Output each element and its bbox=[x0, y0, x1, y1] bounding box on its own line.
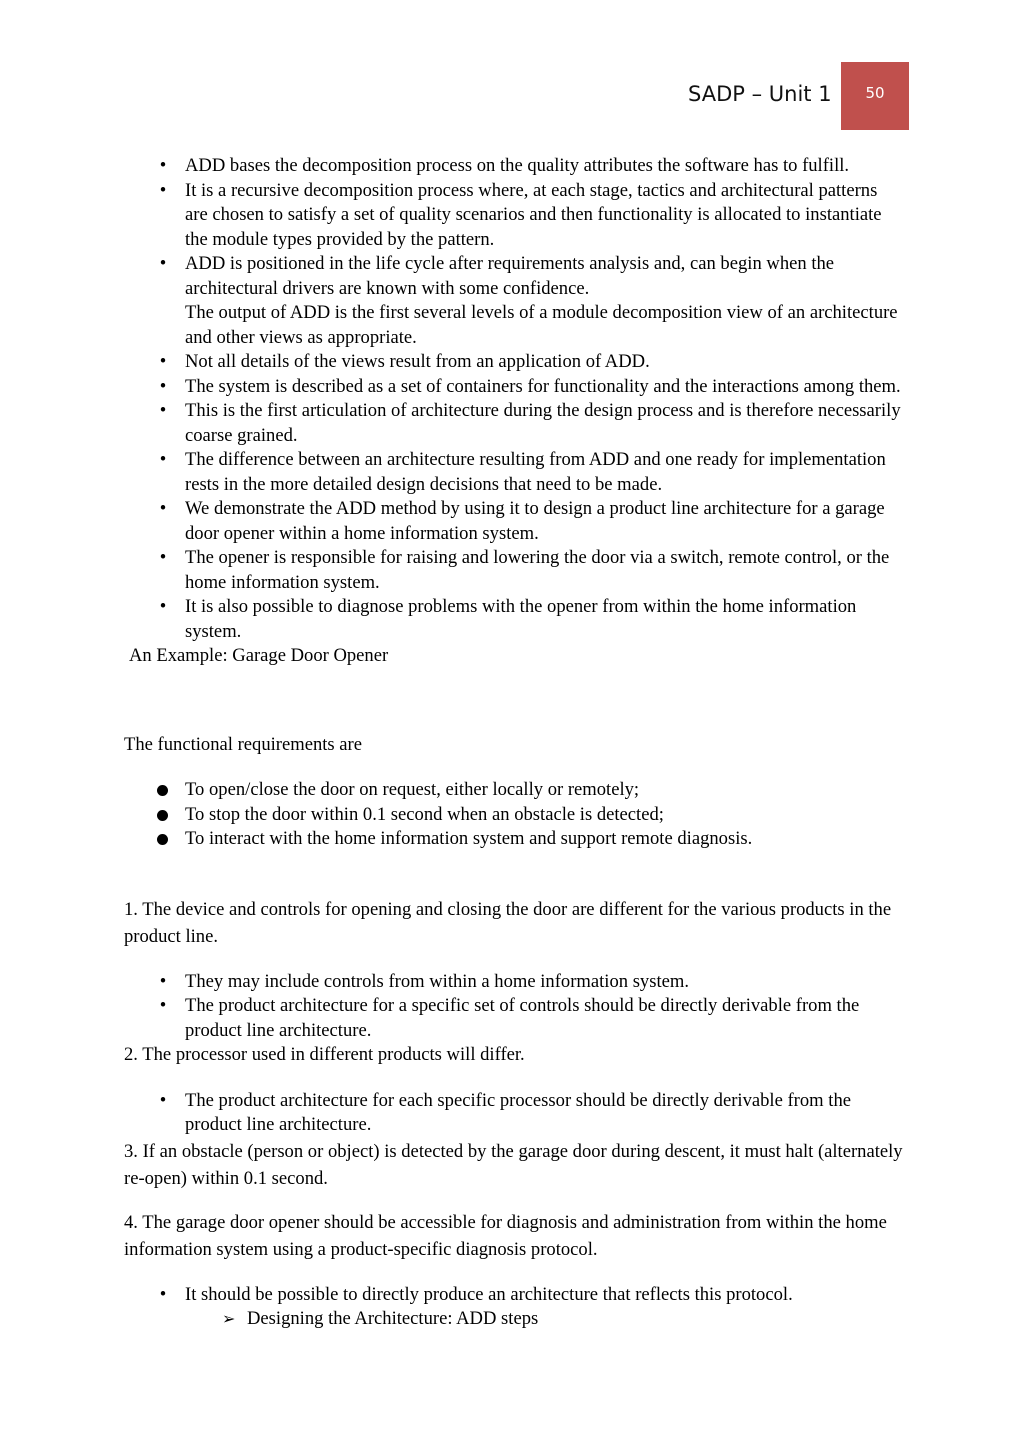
requirement-2: 2. The processor used in different products will differ. bbox=[124, 1044, 525, 1065]
list-item: To open/close the door on request, either locally or remotely; bbox=[185, 779, 640, 800]
list-item: • The product architecture for each specific processor should be directly derivable from the product line architecture. bbox=[124, 1089, 904, 1138]
requirement-4-list bbox=[124, 1283, 904, 1308]
add-output-paragraph: The output of ADD is the first several levels of a module decomposition view of an architecture and other views as appropriate. bbox=[185, 302, 898, 348]
functional-intro: The functional requirements are bbox=[124, 733, 362, 755]
bullet-icon bbox=[156, 1283, 170, 1308]
list-item: • ADD bases the decomposition process on the quality attributes the software has to fulfill. bbox=[124, 154, 904, 179]
bullet-icon bbox=[156, 1089, 170, 1114]
functional-requirements-list bbox=[124, 778, 904, 852]
requirement-1: 1. The device and controls for opening and closing the door are different for the various products in the product line. bbox=[124, 898, 892, 947]
list-item: • The system is described as a set of containers for functionality and the interactions among them. bbox=[124, 375, 904, 400]
example-title: An Example: Garage Door Opener bbox=[129, 645, 389, 666]
bullet-icon bbox=[156, 375, 170, 400]
list-item: To stop the door within 0.1 second when an obstacle is detected; bbox=[185, 803, 664, 825]
page-number-badge bbox=[841, 62, 909, 130]
arrow-list-item: ➢ Designing the Architecture: ADD steps bbox=[124, 1307, 904, 1332]
requirement-4: 4. The garage door opener should be accessible for diagnosis and administration from within the home information system using a product-specific diagnosis protocol. bbox=[124, 1211, 887, 1260]
list-item: • The product architecture for a specific set of controls should be directly derivable from the product line architecture. bbox=[124, 994, 904, 1043]
bullet-icon bbox=[156, 970, 170, 995]
page-number: 50 bbox=[865, 84, 885, 102]
list-item: • The opener is responsible for raising and lowering the door via a switch, remote control, or the home information system. bbox=[124, 546, 904, 595]
list-item: • It is a recursive decomposition process where, at each stage, tactics and architectural patterns are chosen to satisfy a set of quality scenarios and then functionality is allocated to instantiate the module types provided by the pattern. bbox=[124, 179, 904, 253]
list-item: • It is also possible to diagnose problems with the opener from within the home information system. bbox=[124, 595, 904, 644]
requirement-3: 3. If an obstacle (person or object) is detected by the garage door during descent, it must halt (alternately re-open) within 0.1 second. bbox=[124, 1140, 903, 1189]
list-item: • We demonstrate the ADD method by using it to design a product line architecture for a garage door opener within a home information system. bbox=[124, 497, 904, 546]
list-item: To interact with the home information system and support remote diagnosis. bbox=[185, 828, 753, 849]
list-item: • This is the first articulation of architecture during the design process and is therefore necessarily coarse grained. bbox=[124, 399, 904, 448]
bullet-icon bbox=[156, 546, 170, 571]
bullet-icon bbox=[156, 595, 170, 620]
list-item: • ADD is positioned in the life cycle after requirements analysis and, can begin when the architectural drivers are known with some confidence. bbox=[124, 252, 904, 301]
add-overview-list bbox=[124, 154, 904, 301]
bullet-icon bbox=[156, 179, 170, 204]
bullet-icon bbox=[156, 497, 170, 522]
list-item: • It should be possible to directly produce an architecture that reflects this protocol. bbox=[124, 1283, 904, 1308]
bullet-icon bbox=[156, 350, 170, 375]
bullet-icon bbox=[156, 154, 170, 179]
list-item: • Not all details of the views result from an application of ADD. bbox=[124, 350, 904, 375]
list-item: • The difference between an architecture resulting from ADD and one ready for implementation rests in the more detailed design decisions that need to be made. bbox=[124, 448, 904, 497]
list-item: • They may include controls from within a home information system. bbox=[124, 970, 904, 995]
bullet-icon bbox=[156, 448, 170, 473]
requirement-1-list bbox=[124, 970, 904, 1044]
bullet-icon bbox=[156, 399, 170, 424]
requirement-2-list bbox=[124, 1089, 904, 1138]
page-content bbox=[124, 154, 904, 1332]
header-title: SADP – Unit 1 bbox=[688, 82, 832, 106]
bullet-icon bbox=[156, 252, 170, 277]
add-details-list bbox=[124, 350, 904, 644]
bullet-icon bbox=[156, 994, 170, 1019]
arrow-bullet-icon: ➢ bbox=[222, 1309, 236, 1328]
